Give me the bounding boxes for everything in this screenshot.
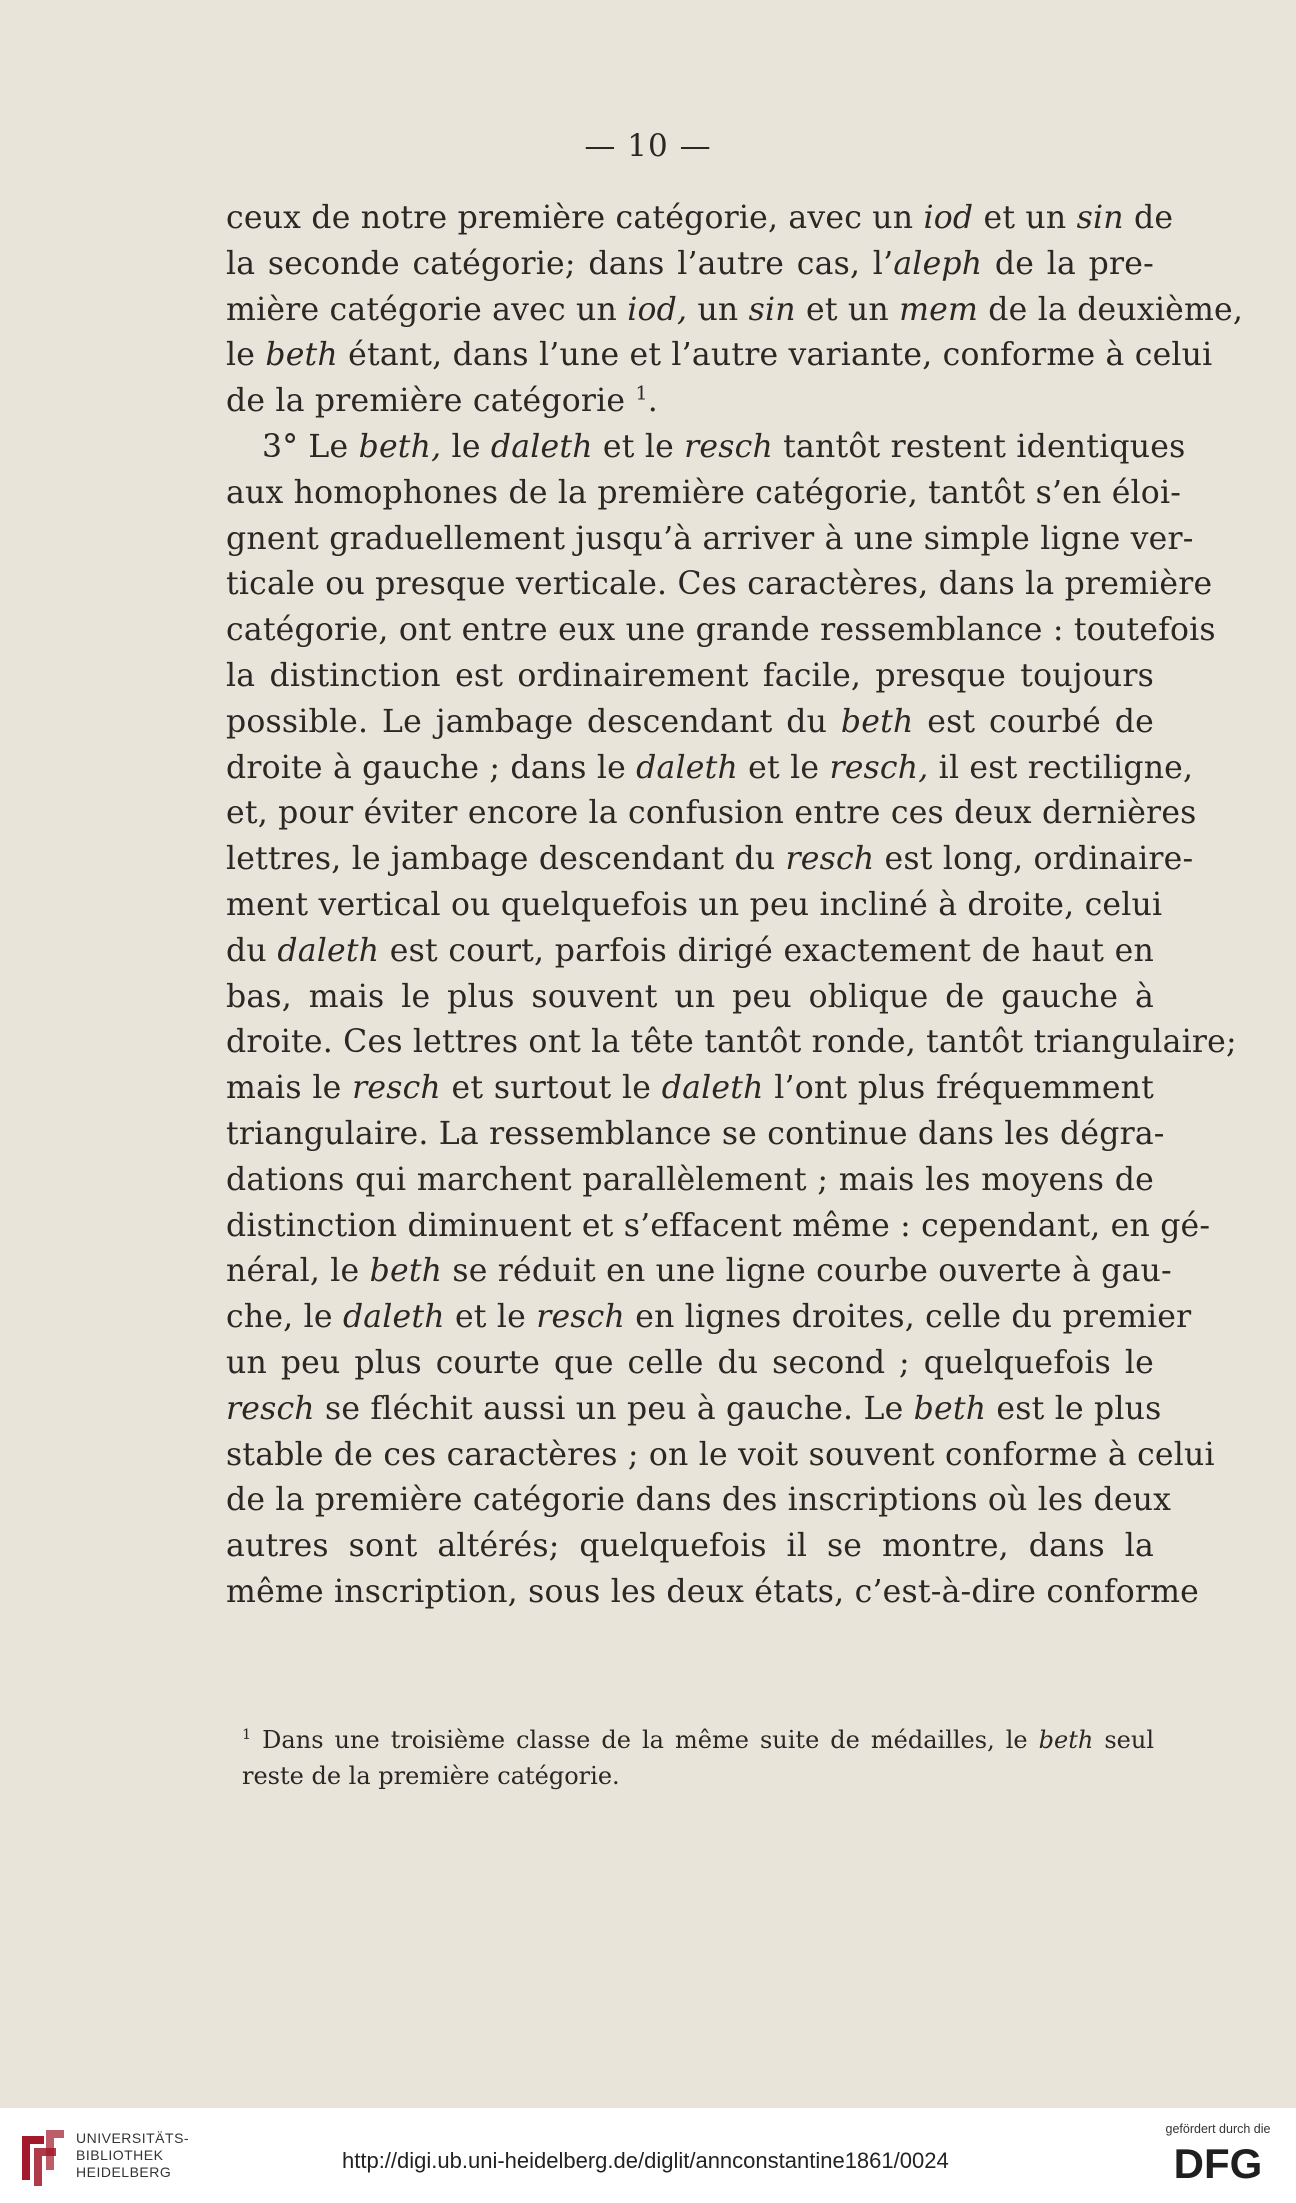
page-number: — 10 — — [584, 128, 712, 164]
italic-term: resch, — [829, 749, 929, 786]
library-name-line: HEIDELBERG — [76, 2164, 172, 2180]
text-run: de la première catégorie — [226, 383, 636, 420]
footnote-line — [242, 1722, 1154, 1758]
text-run: est courbé de — [913, 703, 1154, 740]
body-text-line — [226, 1066, 1154, 1112]
text-run: de — [1123, 200, 1174, 236]
text-run: lettres, le jambage descendant du — [226, 841, 786, 878]
text-run: droite à gauche ; dans le — [226, 749, 637, 786]
text-run: triangulaire. La ressemblance se continue dans les dégra- — [226, 1115, 1165, 1152]
body-text-line — [226, 333, 1213, 379]
italic-term: daleth — [636, 749, 738, 786]
text-run: et surtout le — [440, 1070, 662, 1107]
body-text-line — [226, 288, 1244, 334]
text-run: che, le — [226, 1299, 343, 1336]
footnote-marker: 1 — [635, 382, 648, 405]
text-run: du — [226, 932, 278, 969]
library-logo-icon — [14, 2126, 72, 2190]
body-text-line — [226, 608, 1216, 654]
body-text-line — [226, 471, 1182, 517]
text-run: mière catégorie avec un — [226, 291, 628, 328]
body-text-line — [226, 1158, 1154, 1204]
italic-term: beth, — [358, 428, 442, 465]
funder-label: gefördert durch die — [1165, 2122, 1271, 2136]
text-run: se réduit en une ligne courbe ouverte à gau- — [442, 1253, 1172, 1290]
text-run: bas, mais le plus souvent un peu oblique de gauche à — [226, 978, 1154, 1015]
body-text-line — [226, 837, 1194, 883]
text-run: et le — [592, 428, 685, 465]
text-run: 3° Le — [262, 428, 359, 465]
italic-term: mem — [899, 291, 979, 328]
text-run: possible. Le jambage descendant du — [226, 703, 841, 740]
text-run: distinction diminuent et s’effacent même : cependant, en gé- — [226, 1207, 1211, 1244]
text-run: Dans une troisième classe de la même suite de médailles, le — [251, 1726, 1039, 1754]
text-run: même inscription, sous les deux états, c’est-à-dire conforme — [226, 1573, 1200, 1610]
body-text-line — [226, 791, 1197, 837]
body-text-line — [226, 196, 1174, 242]
italic-term: resch — [226, 1390, 315, 1427]
text-run: stable de ces caractères ; on le voit souvent conforme à celui — [226, 1436, 1215, 1473]
text-run: se fléchit aussi un peu à gauche. Le — [314, 1390, 914, 1427]
text-run: autres sont altérés; quelquefois il se montre, dans la — [226, 1528, 1154, 1565]
italic-term: sin — [748, 291, 796, 328]
body-text-line — [226, 975, 1154, 1021]
body-text-line — [226, 654, 1154, 700]
italic-term: daleth — [490, 428, 593, 465]
text-run: de la première catégorie dans des inscriptions où les deux — [226, 1482, 1172, 1519]
footnote — [242, 1722, 1154, 1794]
text-run: reste de la première catégorie. — [242, 1762, 620, 1790]
funder-block — [1152, 2122, 1284, 2184]
body-text-line — [226, 425, 1186, 471]
italic-term: beth — [369, 1253, 443, 1290]
library-name-line: UNIVERSITÄTS- — [76, 2130, 190, 2146]
body-text-line — [226, 1478, 1172, 1524]
body-text-line — [226, 1387, 1162, 1433]
italic-term: daleth — [342, 1299, 445, 1336]
text-run: dations qui marchent parallèlement ; mais les moyens de — [226, 1161, 1154, 1198]
body-text-line — [226, 1341, 1154, 1387]
italic-term: resch — [684, 428, 773, 465]
body-text-line — [226, 1204, 1211, 1250]
text-run: aux homophones de la première catégorie, tantôt s’en éloi- — [226, 474, 1182, 511]
body-text-line — [226, 1524, 1154, 1570]
text-run: . — [647, 383, 658, 420]
text-run: ticale ou presque verticale. Ces caractères, dans la première — [226, 566, 1213, 603]
text-run: ment vertical ou quelquefois un peu incliné à droite, celui — [226, 886, 1163, 923]
footer-bar — [0, 2108, 1296, 2203]
library-name-line: BIBLIOTHEK — [76, 2147, 164, 2163]
text-run: le — [226, 337, 266, 374]
italic-term: beth — [265, 337, 338, 374]
text-run: un — [687, 291, 749, 328]
italic-term: iod, — [627, 291, 688, 328]
text-run: tantôt restent identiques — [772, 428, 1186, 465]
footnote-line — [242, 1758, 1154, 1794]
text-run: est long, ordinaire- — [874, 841, 1194, 878]
body-text-line — [226, 883, 1163, 929]
body-text-line — [226, 562, 1213, 608]
dfg-logo-icon — [1152, 2140, 1284, 2184]
text-run: gnent graduellement jusqu’à arriver à une simple ligne ver- — [226, 520, 1194, 557]
text-run: le — [441, 428, 491, 465]
text-run: la seconde catégorie; dans l’autre cas, l’ — [226, 245, 894, 282]
footnote-marker: 1 — [242, 1727, 252, 1743]
text-run: en lignes droites, celle du premier — [625, 1299, 1192, 1336]
italic-term: beth — [913, 1390, 987, 1427]
library-name — [76, 2130, 189, 2181]
body-text-line — [226, 517, 1194, 563]
dfg-logo-text: DFG — [1173, 2140, 1263, 2184]
body-text-line — [226, 379, 1154, 425]
body-text-line — [226, 929, 1154, 975]
italic-term: beth — [1038, 1726, 1094, 1754]
text-run: ceux de notre première catégorie, avec un — [226, 200, 924, 236]
body-text-line — [226, 1112, 1165, 1158]
italic-term: resch — [536, 1299, 626, 1336]
text-run: est le plus — [986, 1390, 1162, 1427]
body-text-line — [226, 1433, 1215, 1479]
text-run: et un — [795, 291, 900, 328]
text-run: néral, le — [226, 1253, 370, 1290]
text-run: la distinction est ordinairement facile, presque toujours — [226, 657, 1154, 694]
italic-term: iod — [923, 200, 974, 236]
text-run: de la pre- — [982, 245, 1154, 282]
body-text-line — [226, 1249, 1172, 1295]
source-url[interactable]: http://digi.ub.uni-heidelberg.de/diglit/annconstantine1861/0024 — [342, 2148, 949, 2173]
italic-term: daleth — [661, 1070, 764, 1107]
text-run: un peu plus courte que celle du second ; quelquefois le — [226, 1344, 1154, 1381]
text-run: mais le — [226, 1070, 353, 1107]
body-text-line — [226, 700, 1154, 746]
italic-term: resch — [785, 841, 875, 878]
body-text-line — [226, 1020, 1237, 1066]
body-text-line — [226, 746, 1194, 792]
text-run: et le — [444, 1299, 537, 1336]
italic-term: resch — [352, 1070, 441, 1107]
body-text — [226, 196, 1244, 1616]
text-run: et, pour éviter encore la confusion entre ces deux dernières — [226, 795, 1197, 832]
italic-term: beth — [840, 703, 914, 740]
italic-term: aleph — [893, 245, 983, 282]
text-run: et le — [737, 749, 830, 786]
text-run: catégorie, ont entre eux une grande ressemblance : toutefois — [226, 612, 1216, 649]
text-run: il est rectiligne, — [928, 749, 1194, 786]
body-text-line — [226, 1295, 1192, 1341]
text-run: droite. Ces lettres ont la tête tantôt ronde, tantôt triangulaire; — [226, 1024, 1237, 1061]
italic-term: daleth — [277, 932, 380, 969]
body-text-line — [226, 242, 1154, 288]
text-run: étant, dans l’une et l’autre variante, conforme à celui — [337, 337, 1213, 374]
italic-term: sin — [1076, 200, 1124, 236]
text-run: de la deuxième, — [978, 291, 1244, 328]
text-run: seul — [1093, 1726, 1155, 1754]
body-text-line — [226, 1570, 1200, 1616]
text-run: et un — [973, 200, 1077, 236]
text-run: est court, parfois dirigé exactement de haut en — [379, 932, 1154, 969]
text-run: l’ont plus fréquemment — [763, 1070, 1155, 1107]
